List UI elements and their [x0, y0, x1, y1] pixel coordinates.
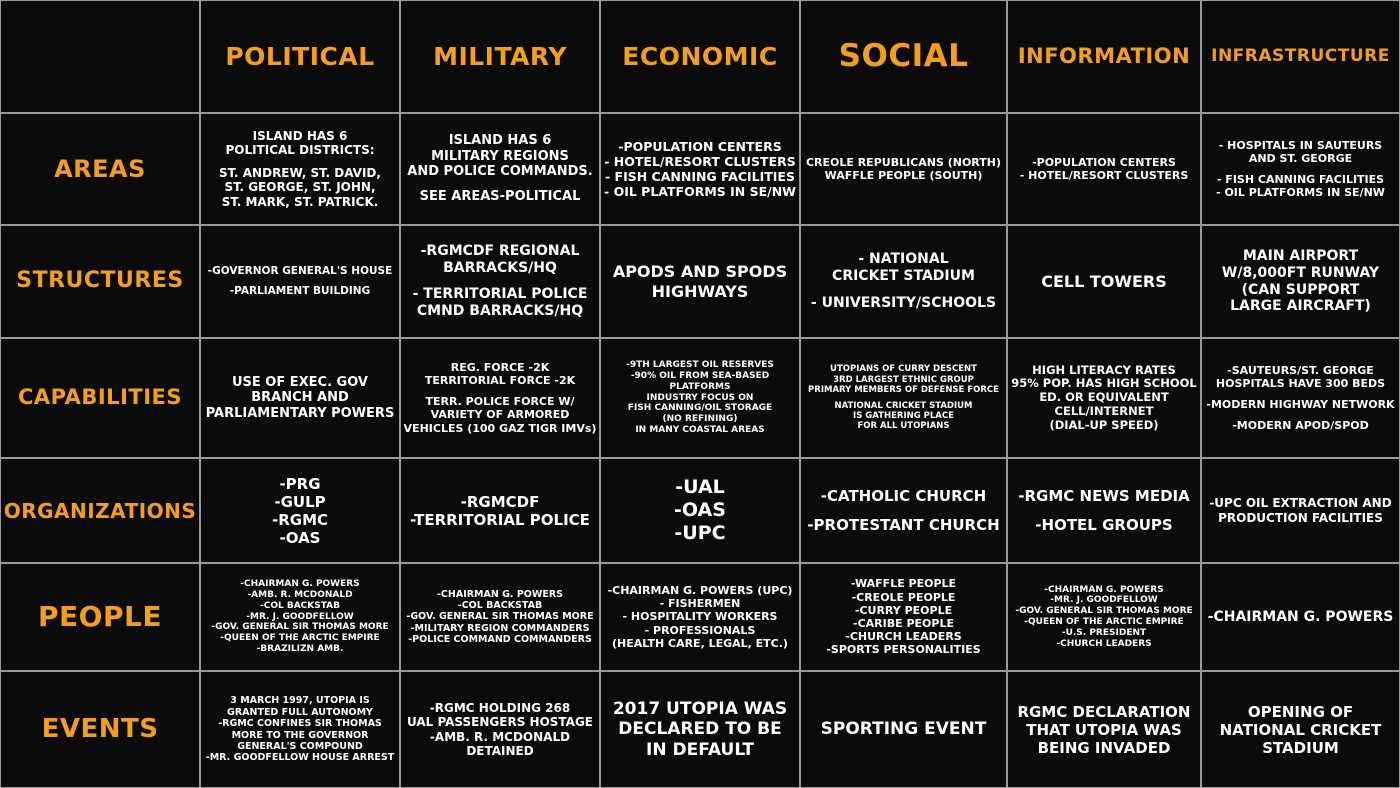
- cell-line: ST. GEORGE, ST. JOHN,: [224, 180, 376, 195]
- cell-line: - FISH CANNING FACILITIES: [1216, 172, 1385, 186]
- cell-line: AND ST. GEORGE: [1248, 151, 1353, 165]
- cell-events-social: [800, 671, 1007, 788]
- cell-line: THAT UTOPIA WAS: [1026, 720, 1182, 739]
- cell-line: -9TH LARGEST OIL RESERVES: [626, 360, 774, 371]
- cell-line: UAL PASSENGERS HOSTAGE: [406, 715, 594, 730]
- row-header-label: PEOPLE: [38, 600, 162, 634]
- cell-line: TERRITORIAL FORCE -2K: [424, 374, 576, 388]
- column-header-label: POLITICAL: [225, 41, 375, 71]
- row-header-areas: [0, 113, 200, 225]
- cell-organizations-information: [1007, 458, 1201, 563]
- cell-structures-infrastructure: [1201, 225, 1400, 338]
- cell-line: MAIN AIRPORT: [1242, 247, 1359, 264]
- cell-line: ED. OR EQUIVALENT: [1039, 390, 1169, 405]
- column-header-infrastructure: [1201, 0, 1400, 113]
- cell-line: - HOTEL/RESORT CLUSTERS: [604, 154, 796, 169]
- row-header-events: [0, 671, 200, 788]
- cell-line: IN MANY COASTAL AREAS: [635, 424, 765, 435]
- cell-line: STADIUM: [1262, 738, 1339, 757]
- cell-line: -GOVERNOR GENERAL'S HOUSE: [207, 265, 393, 278]
- cell-line: -WAFFLE PEOPLE: [850, 577, 957, 591]
- column-header-information: [1007, 0, 1201, 113]
- corner-cell: [0, 0, 200, 113]
- cell-people-economic: [600, 563, 800, 671]
- cell-line: ST. ANDREW, ST. DAVID,: [219, 166, 381, 180]
- cell-line: -BRAZILIZN AMB.: [256, 643, 344, 654]
- cell-events-infrastructure: [1201, 671, 1400, 788]
- cell-line: -TERRITORIAL POLICE: [410, 510, 590, 529]
- cell-capabilities-economic: [600, 338, 800, 458]
- cell-line: -RGMC NEWS MEDIA: [1018, 487, 1190, 506]
- cell-line: -QUEEN OF THE ARCTIC EMPIRE: [1024, 617, 1184, 627]
- cell-structures-information: [1007, 225, 1201, 338]
- cell-line: PRODUCTION FACILITIES: [1218, 510, 1383, 525]
- cell-line: SPORTING EVENT: [820, 719, 987, 740]
- cell-line: RGMC DECLARATION: [1017, 702, 1191, 721]
- cell-line: -MR. J. GOODFELLOW: [1050, 595, 1158, 606]
- cell-line: (NO REFINING): [662, 414, 738, 425]
- cell-line: -CREOLE PEOPLE: [851, 590, 956, 604]
- cell-line: -UAL: [675, 476, 725, 499]
- column-header-label: INFORMATION: [1017, 43, 1191, 68]
- cell-line: -OAS: [279, 528, 321, 547]
- cell-line: CELL TOWERS: [1041, 271, 1167, 291]
- column-header-military: [400, 0, 600, 113]
- cell-line: DECLARED TO BE: [618, 719, 782, 740]
- cell-line: CREOLE REPUBLICANS (NORTH): [805, 155, 1002, 169]
- cell-line: -CHAIRMAN G. POWERS: [1044, 584, 1164, 595]
- cell-line: - OIL PLATFORMS IN SE/NW: [1216, 186, 1385, 200]
- cell-areas-infrastructure: [1201, 113, 1400, 225]
- cell-line: -RGMC: [271, 510, 329, 529]
- cell-line: - TERRITORIAL POLICE: [412, 286, 588, 303]
- column-header-label: ECONOMIC: [622, 41, 778, 71]
- cell-capabilities-social: [800, 338, 1007, 458]
- cell-line: -GOV. GENERAL SIR THOMAS MORE: [1015, 606, 1193, 617]
- row-header-label: CAPABILITIES: [17, 385, 182, 410]
- cell-line: HIGH LITERACY RATES: [1032, 362, 1176, 377]
- cell-line: POLITICAL DISTRICTS:: [225, 143, 375, 158]
- cell-line: 2017 UTOPIA WAS: [612, 698, 788, 719]
- cell-line: 3 MARCH 1997, UTOPIA IS: [230, 695, 370, 707]
- row-header-structures: [0, 225, 200, 338]
- cell-line: - UNIVERSITY/SCHOOLS: [810, 294, 997, 311]
- cell-line: -COL BACKSTAB: [457, 599, 543, 611]
- row-header-label: EVENTS: [41, 713, 159, 744]
- cell-line: CELL/INTERNET: [1054, 403, 1154, 418]
- cell-line: - OIL PLATFORMS IN SE/NW: [604, 184, 796, 199]
- cell-line: - HOTEL/RESORT CLUSTERS: [1019, 169, 1189, 182]
- cell-line: GENERAL'S COMPOUND: [237, 740, 363, 752]
- cell-line: PRIMARY MEMBERS OF DEFENSE FORCE: [808, 384, 999, 395]
- cell-line: CMND BARRACKS/HQ: [416, 303, 584, 320]
- cell-line: - HOSPITALS IN SAUTEURS: [1218, 138, 1383, 152]
- cell-line: HIGHWAYS: [651, 281, 749, 301]
- cell-line: DETAINED: [466, 743, 534, 758]
- cell-areas-economic: [600, 113, 800, 225]
- cell-line: -RGMC HOLDING 268: [429, 700, 571, 715]
- cell-line: -RGMCDF: [460, 492, 540, 511]
- cell-line: -POPULATION CENTERS: [1032, 155, 1176, 169]
- cell-line: -POPULATION CENTERS: [618, 139, 782, 154]
- cell-people-military: [400, 563, 600, 671]
- cell-areas-military: [400, 113, 600, 225]
- cell-line: ST. MARK, ST. PATRICK.: [221, 194, 379, 209]
- cell-areas-political: [200, 113, 400, 225]
- cell-line: HOSPITALS HAVE 300 BEDS: [1215, 377, 1386, 391]
- cell-line: -CHURCH LEADERS: [1056, 638, 1152, 649]
- cell-capabilities-information: [1007, 338, 1201, 458]
- cell-line: (CAN SUPPORT: [1241, 281, 1360, 298]
- cell-line: -PROTESTANT CHURCH: [807, 515, 1000, 534]
- cell-line: W/8,000FT RUNWAY: [1221, 264, 1380, 281]
- cell-line: -QUEEN OF THE ARCTIC EMPIRE: [220, 633, 380, 644]
- cell-line: -CHAIRMAN G. POWERS (UPC): [607, 584, 793, 598]
- cell-line: (HEALTH CARE, LEGAL, ETC.): [612, 636, 788, 650]
- cell-organizations-infrastructure: [1201, 458, 1400, 563]
- cell-line: - FISHERMEN: [659, 597, 741, 611]
- cell-line: ISLAND HAS 6: [448, 133, 552, 149]
- cell-line: REG. FORCE -2K: [450, 361, 550, 375]
- cell-line: -GULP: [274, 492, 326, 511]
- column-header-political: [200, 0, 400, 113]
- cell-line: -MODERN APOD/SPOD: [1232, 418, 1369, 432]
- cell-line: VEHICLES (100 GAZ TIGR IMVs): [403, 421, 597, 435]
- cell-structures-political: [200, 225, 400, 338]
- cell-structures-social: [800, 225, 1007, 338]
- cell-line: NATIONAL CRICKET: [1219, 720, 1382, 739]
- column-header-label: SOCIAL: [838, 37, 969, 74]
- cell-line: -MR. GOODFELLOW HOUSE ARREST: [205, 752, 395, 764]
- cell-events-political: [200, 671, 400, 788]
- cell-line: INDUSTRY FOCUS ON: [646, 392, 754, 403]
- cell-line: TERR. POLICE FORCE W/: [425, 395, 575, 409]
- cell-line: -CARIBE PEOPLE: [853, 617, 954, 630]
- cell-line: WAFFLE PEOPLE (SOUTH): [824, 169, 983, 182]
- row-header-capabilities: [0, 338, 200, 458]
- cell-line: -CURRY PEOPLE: [854, 603, 953, 617]
- cell-line: -U.S. PRESIDENT: [1061, 627, 1147, 638]
- row-header-people: [0, 563, 200, 671]
- cell-line: PLATFORMS: [669, 381, 731, 392]
- cell-line: FISH CANNING/OIL STORAGE: [627, 403, 773, 414]
- cell-line: -CATHOLIC CHURCH: [820, 487, 987, 506]
- cell-line: SEE AREAS-POLITICAL: [419, 189, 581, 205]
- cell-people-political: [200, 563, 400, 671]
- cell-capabilities-political: [200, 338, 400, 458]
- cell-line: - HOSPITALITY WORKERS: [622, 610, 778, 624]
- cell-line: -CHURCH LEADERS: [845, 630, 962, 644]
- cell-events-economic: [600, 671, 800, 788]
- cell-events-military: [400, 671, 600, 788]
- cell-areas-social: [800, 113, 1007, 225]
- cell-line: -MODERN HIGHWAY NETWORK: [1206, 398, 1395, 411]
- row-header-label: ORGANIZATIONS: [3, 498, 197, 523]
- cell-line: OPENING OF: [1247, 702, 1354, 721]
- cell-organizations-political: [200, 458, 400, 563]
- cell-line: LARGE AIRCRAFT): [1230, 298, 1371, 315]
- cell-line: -CHAIRMAN G. POWERS: [436, 588, 563, 600]
- cell-line: -GOV. GENERAL SIR THOMAS MORE: [211, 622, 389, 633]
- row-header-label: STRUCTURES: [16, 268, 184, 294]
- column-header-label: INFRASTRUCTURE: [1211, 46, 1390, 67]
- cell-line: -COL BACKSTAB: [259, 600, 340, 611]
- cell-line: FOR ALL UTOPIANS: [857, 421, 950, 432]
- cell-organizations-social: [800, 458, 1007, 563]
- cell-line: - PROFESSIONALS: [644, 623, 756, 637]
- cell-line: -POLICE COMMAND COMMANDERS: [408, 634, 592, 646]
- cell-line: -SPORTS PERSONALITIES: [826, 643, 981, 657]
- cell-line: UTOPIANS OF CURRY DESCENT: [830, 364, 977, 375]
- cell-line: ISLAND HAS 6: [252, 128, 348, 143]
- cell-line: -CHAIRMAN G. POWERS: [1207, 608, 1394, 625]
- cell-line: APODS AND SPODS: [612, 262, 788, 282]
- cell-line: IS GATHERING PLACE: [853, 411, 954, 422]
- cell-line: (DIAL-UP SPEED): [1049, 417, 1159, 432]
- cell-line: -RGMCDF REGIONAL: [420, 243, 580, 259]
- cell-people-information: [1007, 563, 1201, 671]
- column-header-economic: [600, 0, 800, 113]
- cell-line: NATIONAL CRICKET STADIUM: [834, 400, 973, 411]
- cell-organizations-military: [400, 458, 600, 563]
- cell-line: -HOTEL GROUPS: [1035, 515, 1173, 534]
- column-header-social: [800, 0, 1007, 113]
- cell-structures-military: [400, 225, 600, 338]
- cell-line: BRANCH AND: [251, 390, 349, 406]
- cell-events-information: [1007, 671, 1201, 788]
- cell-capabilities-infrastructure: [1201, 338, 1400, 458]
- cell-line: - NATIONAL: [858, 251, 949, 268]
- cell-line: -AMB. R. MCDONALD: [247, 590, 353, 600]
- cell-line: IN DEFAULT: [646, 739, 754, 760]
- cell-line: 95% POP. HAS HIGH SCHOOL: [1011, 376, 1197, 391]
- cell-line: - FISH CANNING FACILITIES: [605, 169, 795, 184]
- cell-line: -90% OIL FROM SEA-BASED: [630, 371, 770, 381]
- cell-line: -UPC: [674, 521, 726, 544]
- cell-line: GRANTED FULL AUTONOMY: [227, 706, 373, 718]
- cell-line: CRICKET STADIUM: [832, 268, 975, 285]
- cell-people-infrastructure: [1201, 563, 1400, 671]
- cell-line: -AMB. R. MCDONALD: [429, 729, 571, 744]
- cell-line: -RGMC CONFINES SIR THOMAS: [218, 718, 382, 730]
- cell-areas-information: [1007, 113, 1201, 225]
- cell-line: -CHAIRMAN G. POWERS: [240, 579, 360, 590]
- cell-line: BARRACKS/HQ: [443, 259, 557, 276]
- cell-line: MORE TO THE GOVERNOR: [231, 729, 369, 741]
- cell-line: -OAS: [674, 499, 726, 522]
- cell-line: BEING INVADED: [1037, 738, 1171, 757]
- cell-line: VARIETY OF ARMORED: [430, 408, 570, 422]
- cell-line: -PARLIAMENT BUILDING: [229, 285, 371, 298]
- column-header-label: MILITARY: [433, 41, 567, 71]
- cell-line: 3RD LARGEST ETHNIC GROUP: [833, 374, 974, 385]
- cell-line: -PRG: [279, 474, 321, 493]
- cell-line: MILITARY REGIONS: [431, 148, 569, 164]
- cell-line: -UPC OIL EXTRACTION AND: [1209, 496, 1392, 511]
- cell-line: -SAUTEURS/ST. GEORGE: [1227, 363, 1374, 377]
- cell-line: AND POLICE COMMANDS.: [407, 164, 593, 180]
- row-header-organizations: [0, 458, 200, 563]
- cell-line: -MR. J. GOODFELLOW: [246, 611, 354, 622]
- cell-line: PARLIAMENTARY POWERS: [205, 405, 395, 421]
- row-header-label: AREAS: [54, 154, 146, 183]
- cell-capabilities-military: [400, 338, 600, 458]
- cell-line: USE OF EXEC. GOV: [231, 374, 368, 390]
- cell-line: -GOV. GENERAL SIR THOMAS MORE: [406, 611, 594, 623]
- cell-organizations-economic: [600, 458, 800, 563]
- cell-people-social: [800, 563, 1007, 671]
- cell-line: -MILITARY REGION COMMANDERS: [410, 622, 590, 634]
- cell-structures-economic: [600, 225, 800, 338]
